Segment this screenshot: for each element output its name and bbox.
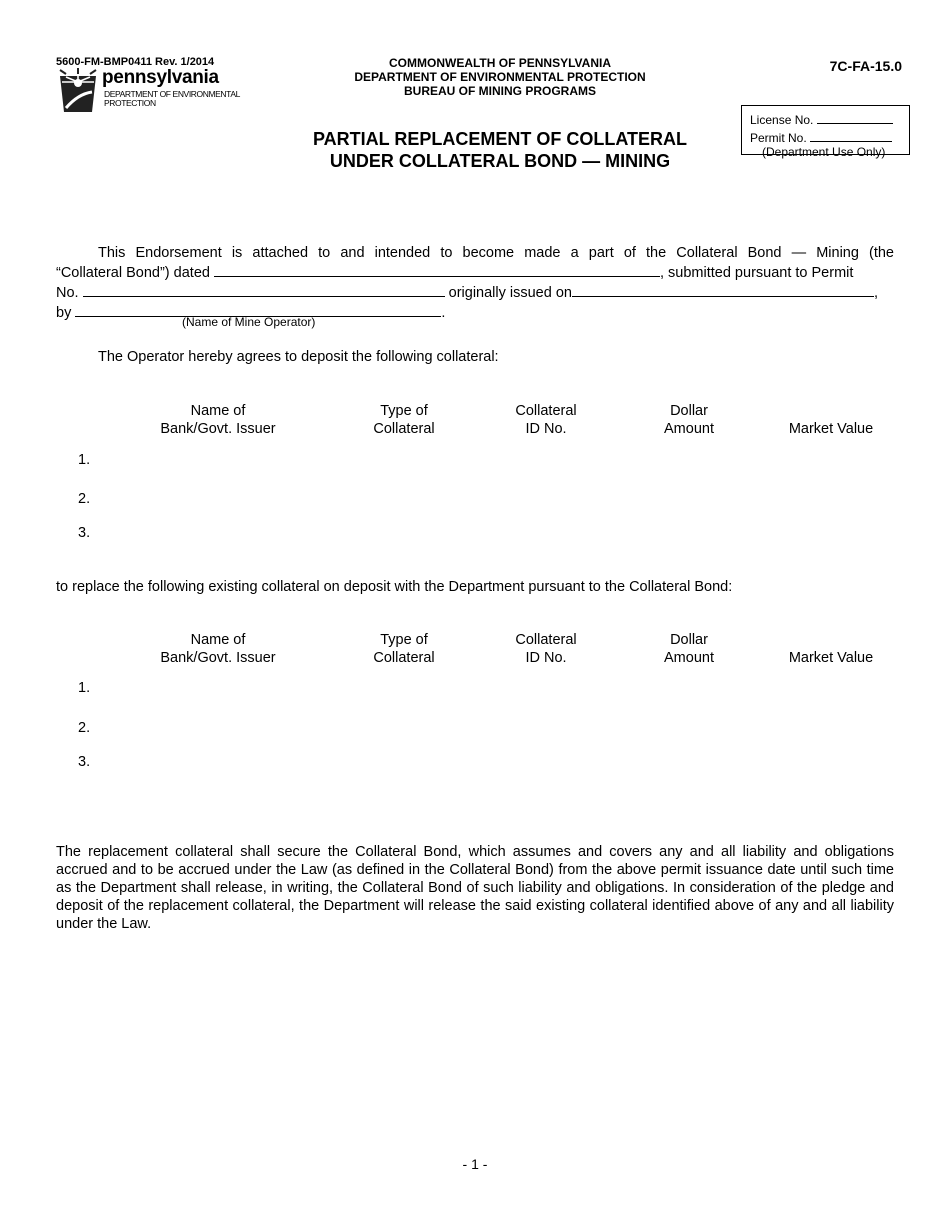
keystone-logo-icon [58, 68, 98, 112]
logo-dept-line1: DEPARTMENT OF ENVIRONMENTAL [104, 89, 240, 99]
header-dollar-l2: Amount [664, 421, 714, 437]
header-id [486, 402, 606, 438]
header2-id [486, 631, 606, 667]
existing-row-2: 2. [78, 720, 91, 736]
logo-wordmark: pennsylvania [102, 67, 219, 88]
header-id-l2: ID No. [525, 421, 567, 437]
dated-label: “Collateral Bond”) dated [56, 265, 210, 281]
permit-number-field[interactable] [83, 282, 445, 297]
intro-line3 [56, 282, 894, 302]
closing-paragraph: The replacement collateral shall secure the Collateral Bond, which assumes and covers any and all liability and obligations accrued and to be accrued under the Law (as defined in the Collateral Bond) from the above permit issuance date until such time as the Department shall release, in writing, the Collateral Bond of such liability and obligations. In consideration of the pledge and deposit of the replacement collateral, the Department will release the said existing collateral identified above of any and all liability under the Law. [56, 844, 894, 932]
existing-row-3: 3. [78, 754, 91, 770]
header-type-l1: Type of [380, 403, 428, 419]
deposit-row-2: 2. [78, 491, 91, 507]
header-type [344, 402, 464, 438]
title-line2: UNDER COLLATERAL BOND — MINING [329, 151, 671, 171]
form-id: 7C-FA-15.0 [829, 58, 902, 74]
intro-line1: This Endorsement is attached to and intended to become made a part of the Collateral Bond — Mining (the [98, 245, 894, 261]
header2-dollar-l2: Amount [664, 650, 714, 666]
agree-text: The Operator hereby agrees to deposit the following collateral: [98, 349, 499, 365]
license-label: License No. [750, 113, 814, 127]
bond-date-field[interactable] [214, 262, 660, 277]
page-title [280, 128, 720, 172]
header2-id-l2: ID No. [525, 650, 567, 666]
header2-type-l1: Type of [380, 632, 428, 648]
header2-issuer-l2: Bank/Govt. Issuer [160, 650, 276, 666]
header2-issuer [138, 631, 298, 667]
header2-type [344, 631, 464, 667]
header2-dollar-l1: Dollar [670, 632, 708, 648]
header-issuer-l1: Name of [190, 403, 246, 419]
header-dollar [629, 402, 749, 438]
existing-row-1: 1. [78, 680, 91, 696]
logo-department [104, 90, 240, 108]
header2-dollar [629, 631, 749, 667]
agency-header [300, 56, 700, 98]
header-issuer [138, 402, 298, 438]
department-use-note: (Department Use Only) [762, 145, 886, 159]
form-code: 5600-FM-BMP0411 Rev. 1/2014 [56, 56, 215, 68]
agency-line3: BUREAU OF MINING PROGRAMS [404, 84, 596, 98]
agency-line2: DEPARTMENT OF ENVIRONMENTAL PROTECTION [354, 70, 646, 84]
permit-no-label: No. [56, 285, 79, 301]
header2-id-l1: Collateral [515, 632, 577, 648]
header-dollar-l1: Dollar [670, 403, 708, 419]
license-field[interactable] [817, 109, 893, 124]
header-type-l2: Collateral [373, 421, 435, 437]
header-issuer-l2: Bank/Govt. Issuer [160, 421, 276, 437]
header2-issuer-l1: Name of [190, 632, 246, 648]
operator-caption: (Name of Mine Operator) [182, 315, 316, 329]
agency-line1: COMMONWEALTH OF PENNSYLVANIA [389, 56, 611, 70]
issued-on-label: originally issued on [448, 285, 572, 301]
page-number: - 1 - [462, 1156, 488, 1172]
title-line1: PARTIAL REPLACEMENT OF COLLATERAL [313, 129, 687, 149]
intro-paragraph [56, 244, 894, 322]
comma: , [873, 285, 878, 301]
issue-date-field[interactable] [572, 282, 874, 297]
header-market: Market Value [788, 421, 874, 437]
pa-dep-logo [58, 68, 258, 112]
header2-type-l2: Collateral [373, 650, 435, 666]
logo-dept-line2: PROTECTION [104, 98, 156, 108]
header2-market: Market Value [788, 650, 874, 666]
deposit-row-1: 1. [78, 452, 91, 468]
permit-label: Permit No. [750, 131, 807, 145]
period: . [441, 305, 446, 321]
replace-text: to replace the following existing collateral on deposit with the Department pursuant to the Collateral Bond: [56, 579, 733, 595]
intro-line2 [56, 262, 894, 282]
submitted-label: , submitted pursuant to Permit [659, 265, 854, 281]
department-use-box [741, 105, 910, 159]
header-id-l1: Collateral [515, 403, 577, 419]
by-label: by [56, 305, 72, 321]
permit-field[interactable] [810, 127, 892, 142]
deposit-row-3: 3. [78, 525, 91, 541]
